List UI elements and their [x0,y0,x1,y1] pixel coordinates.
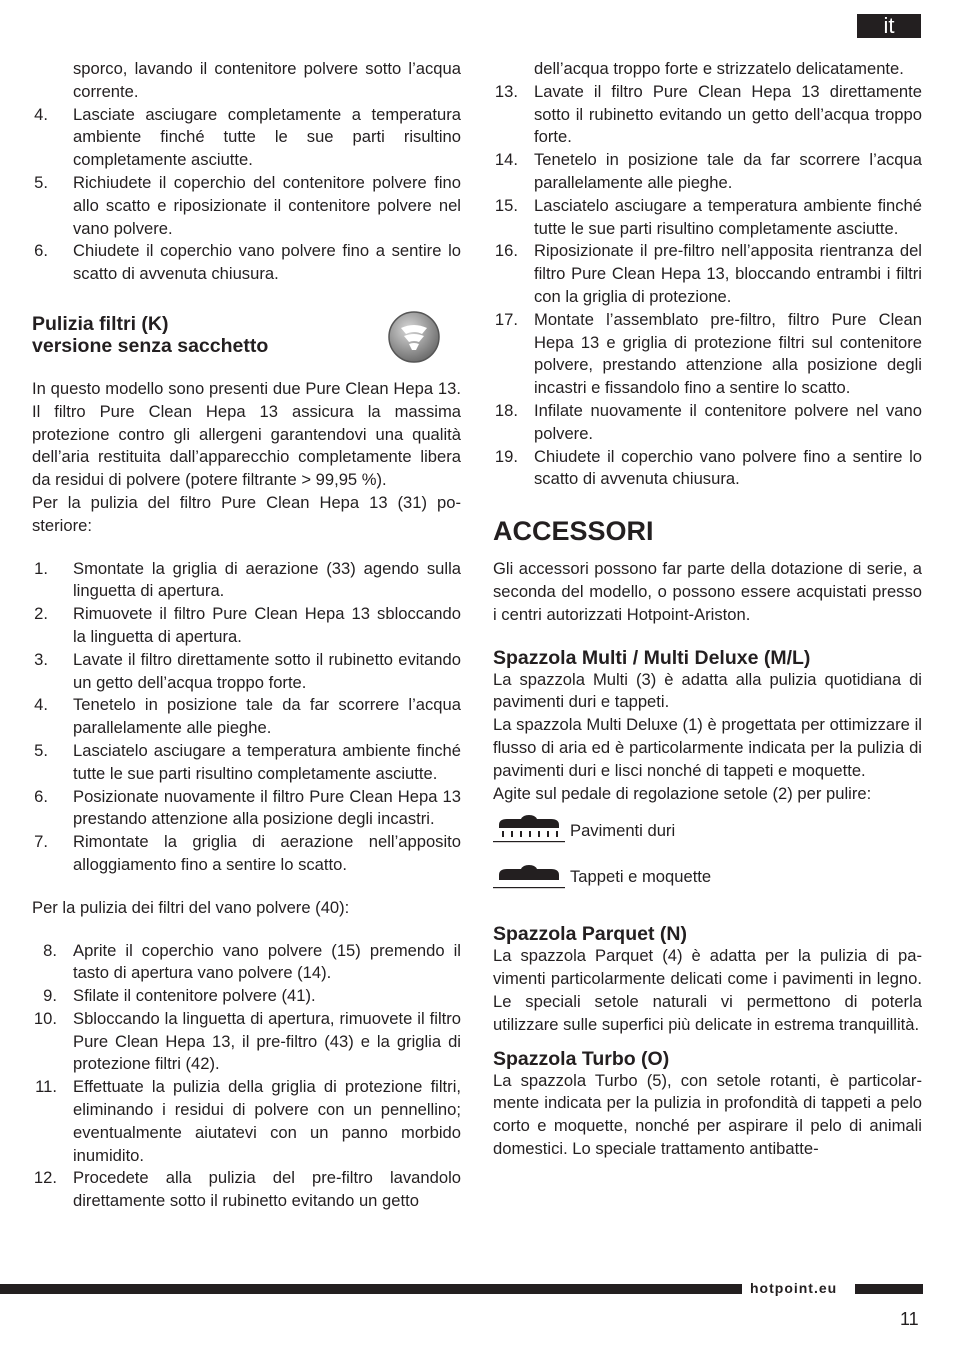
list-item-text: Chiudete il coperchio vano polvere fino a sentire lo scatto di avvenuta chiusura. [73,241,461,284]
mode-carpet [493,857,922,903]
footer-rule-right [855,1284,923,1294]
list-item [32,940,461,986]
carpet-brush-icon [493,861,565,897]
list-item-number: 7. [34,832,48,852]
filters-heading-line1: Pulizia filtri (K) [32,312,169,335]
filters-paragraph-1: In questo modello sono presenti due Pure Clean Hepa 13. Il filtro Pure Clean Hepa 13 assicura la massima protezione contro gli allergeni garantendovi una qualità dell’aria restituita dall’apparecchio completamente libera da residui di polvere (potere filtrante > 99,95 %). [32,378,461,490]
page-number: 11 [900,1309,919,1329]
continued-text: dell’acqua troppo forte e strizzatelo delicatamente. [534,59,904,78]
list-item-text: Richiudete il coperchio del contenitore polvere fino allo scatto e riposizionate il contenitore polvere nel vano polvere. [73,172,461,238]
list-item-number: 9. [43,986,57,1006]
list-item-number: 13. [494,81,518,101]
list-item-number: 11. [35,1077,57,1097]
list-item [32,1076,461,1167]
list-item-number: 14. [494,150,518,170]
left-column [32,58,461,1213]
list-item [32,603,461,649]
multi-heading: Spazzola Multi / Multi Deluxe (M/L) [493,646,811,669]
list-item-number: 6. [34,786,48,806]
list-item-number: 5. [34,740,48,760]
list-item-text: Chiudete il coperchio vano polvere fino a sentire lo scatto di avvenuta chiusura. [534,446,922,489]
list-item [32,172,461,240]
list-item [493,81,922,149]
parquet-heading: Spazzola Parquet (N) [493,923,687,946]
list-item [493,240,922,308]
hepa-steps-list [32,558,461,877]
mode-carpet-label: Tappeti e moquette [570,867,712,887]
list-item-text: Lavate il filtro direttamente sotto il rubinetto evitando un getto dell’acqua troppo forte. [73,649,461,692]
filters-heading-line2: versione senza sacchetto [32,334,269,357]
list-item-text: Aprite il coperchio vano polvere (15) premendo il tasto di apertura vano polvere (14). [73,940,461,983]
parquet-paragraph: La spazzola Parquet (4) è adatta per la pulizia di pavimenti particolarmente delicati come i pavimenti in legno. Le speciali setole naturali vi permettono di poterla utilizzare sulle superfici più delicate in estrema tranquillità. [493,946,922,1034]
language-badge: it [857,14,921,38]
list-item-text: Tenetelo in posizione tale da far scorrere l’acqua parallelamente alle pieghe. [534,150,922,192]
list-item-text: Smontate la griglia di aerazione (33) agendo sulla linguetta di apertura. [73,558,461,601]
list-item [32,831,461,877]
list-item-text: Lavate il filtro Pure Clean Hepa 13 direttamente sotto il rubinetto evitando un getto dell’acqua troppo forte. [534,81,922,147]
list-item-text: Riposizionate il pre-filtro nell’apposita rientranza del filtro Pure Clean Hepa 13, bloccando entrambi i filtri con la griglia di protezione. [534,241,922,306]
continued-text: sporco, lavando il contenitore polvere sotto l’acqua corrente. [73,59,461,101]
list-item-text: Sfilate il contenitore polvere (41). [73,986,316,1006]
filters-heading [32,313,268,357]
list-item-text: Rimontate la griglia di aerazione nell’apposito alloggiamento fino a sentire lo scatto. [73,832,461,874]
list-item-text: Posizionate nuovamente il filtro Pure Clean Hepa 13 prestando attenzione alla posizione degli incastri. [73,786,461,829]
list-item [32,985,461,1008]
list-item-number: 5. [34,172,48,192]
list-item [32,694,461,740]
list-item-number: 4. [34,695,48,715]
list-item [32,104,461,172]
list-item-text: Lasciate asciugare completamente a temperatura ambiente finché tutte le sue parti risultino completamente asciutte. [73,104,461,170]
list-item-number: 1. [34,558,48,578]
multi-paragraph-3: Agite sul pedale di regolazione setole (2) per pulire: [493,783,872,803]
footer-website: hotpoint.eu [750,1280,838,1296]
filters-heading-block [32,310,461,378]
mode-hard-label: Pavimenti duri [570,821,676,841]
filters-paragraph-3: Per la pulizia dei filtri del vano polvere (40): [32,897,350,917]
list-item [32,649,461,695]
list-item-number: 10. [33,1008,57,1028]
list-item-text: Montate l’assemblato pre-filtro, filtro Pure Clean Hepa 13 e griglia di protezione filtri sul contenitore polvere, prestando attenzione alla posizione degli incastri e fissandolo fino a sentire lo scatto. [534,309,922,398]
list-item-text: Sbloccando la linguetta di apertura, rimuovete il filtro Pure Clean Hepa 13, il pre-filtro (43) e la griglia di protezione filtri (42). [73,1008,461,1074]
list-item-text: Rimuovete il filtro Pure Clean Hepa 13 sbloccando la linguetta di apertura. [73,604,461,646]
list-item-text: Effettuate la pulizia della griglia di protezione filtri, eliminando i residui di polvere con un pennellino; eventualmente aiutatevi con un panno morbido inumidito. [73,1077,461,1165]
list-item [32,558,461,604]
list-item-number: 17. [494,309,518,329]
cyclone-filter-icon [387,310,441,364]
list-item [32,1167,461,1213]
list-item-number: 18. [494,400,518,420]
list-item [32,240,461,286]
list-item-number: 6. [34,241,48,261]
list-item-number: 3. [34,649,48,669]
steps-list [493,81,922,491]
list-item [493,400,922,446]
list-item-number: 2. [34,604,48,624]
list-item-number: 4. [34,104,48,124]
turbo-paragraph: La spazzola Turbo (5), con setole rotanti, è particolarmente indicata per la pulizia in profondità di tappeti a pelo corto e moquette, nonché per aspirare il pelo di animali domestici. Lo speciale trattamento antibatte- [493,1070,922,1158]
list-item-number: 19. [494,446,518,466]
list-item [32,1008,461,1076]
list-item [493,195,922,241]
list-item-number: 8. [43,940,57,960]
list-item-number: 16. [494,241,518,261]
vano-steps-list [32,940,461,1214]
list-item [32,740,461,786]
list-item-text: Infilate nuovamente il contenitore polvere nel vano polvere. [534,400,922,443]
right-column [493,58,922,1161]
accessori-paragraph: Gli accessori possono far parte della dotazione di serie, a seconda del modello, o possono essere acquistati presso i centri autorizzati Hotpoint-Ariston. [493,559,922,624]
list-item-text: Procedete alla pulizia del pre-filtro lavandolo direttamente sotto il rubinetto evitando un getto [73,1168,461,1211]
turbo-heading: Spazzola Turbo (O) [493,1047,670,1070]
list-item-text: Tenetelo in posizione tale da far scorrere l’acqua parallelamente alle pieghe. [73,695,461,738]
filters-paragraph-2: Per la pulizia del filtro Pure Clean Hepa 13 (31) posteriore: [32,492,461,535]
list-item [493,446,922,492]
list-item [493,309,922,400]
mode-hard-floor [493,811,922,857]
list-item-text: Lasciatelo asciugare a temperatura ambiente finché tutte le sue parti risultino completamente asciutte. [534,195,922,238]
list-item-text: Lasciatelo asciugare a temperatura ambiente finché tutte le sue parti risultino completamente asciutte. [73,740,461,783]
list-item-number: 12. [33,1168,57,1188]
footer-rule-left [0,1284,742,1294]
intro-list [32,104,461,286]
list-item-number: 15. [494,195,518,215]
multi-paragraph-2: La spazzola Multi Deluxe (1) è progettata per ottimizzare il flusso di aria ed è particolarmente indicata per la pulizia di pavimenti duri e lisci nonché di tappeti e moquette. [493,715,922,780]
accessori-heading: ACCESSORI [493,516,654,547]
hard-floor-brush-icon [493,815,565,851]
list-item [493,149,922,195]
multi-paragraph-1: La spazzola Multi (3) è adatta alla pulizia quotidiana di pavimenti duri e tappeti. [493,669,922,712]
list-item [32,786,461,832]
